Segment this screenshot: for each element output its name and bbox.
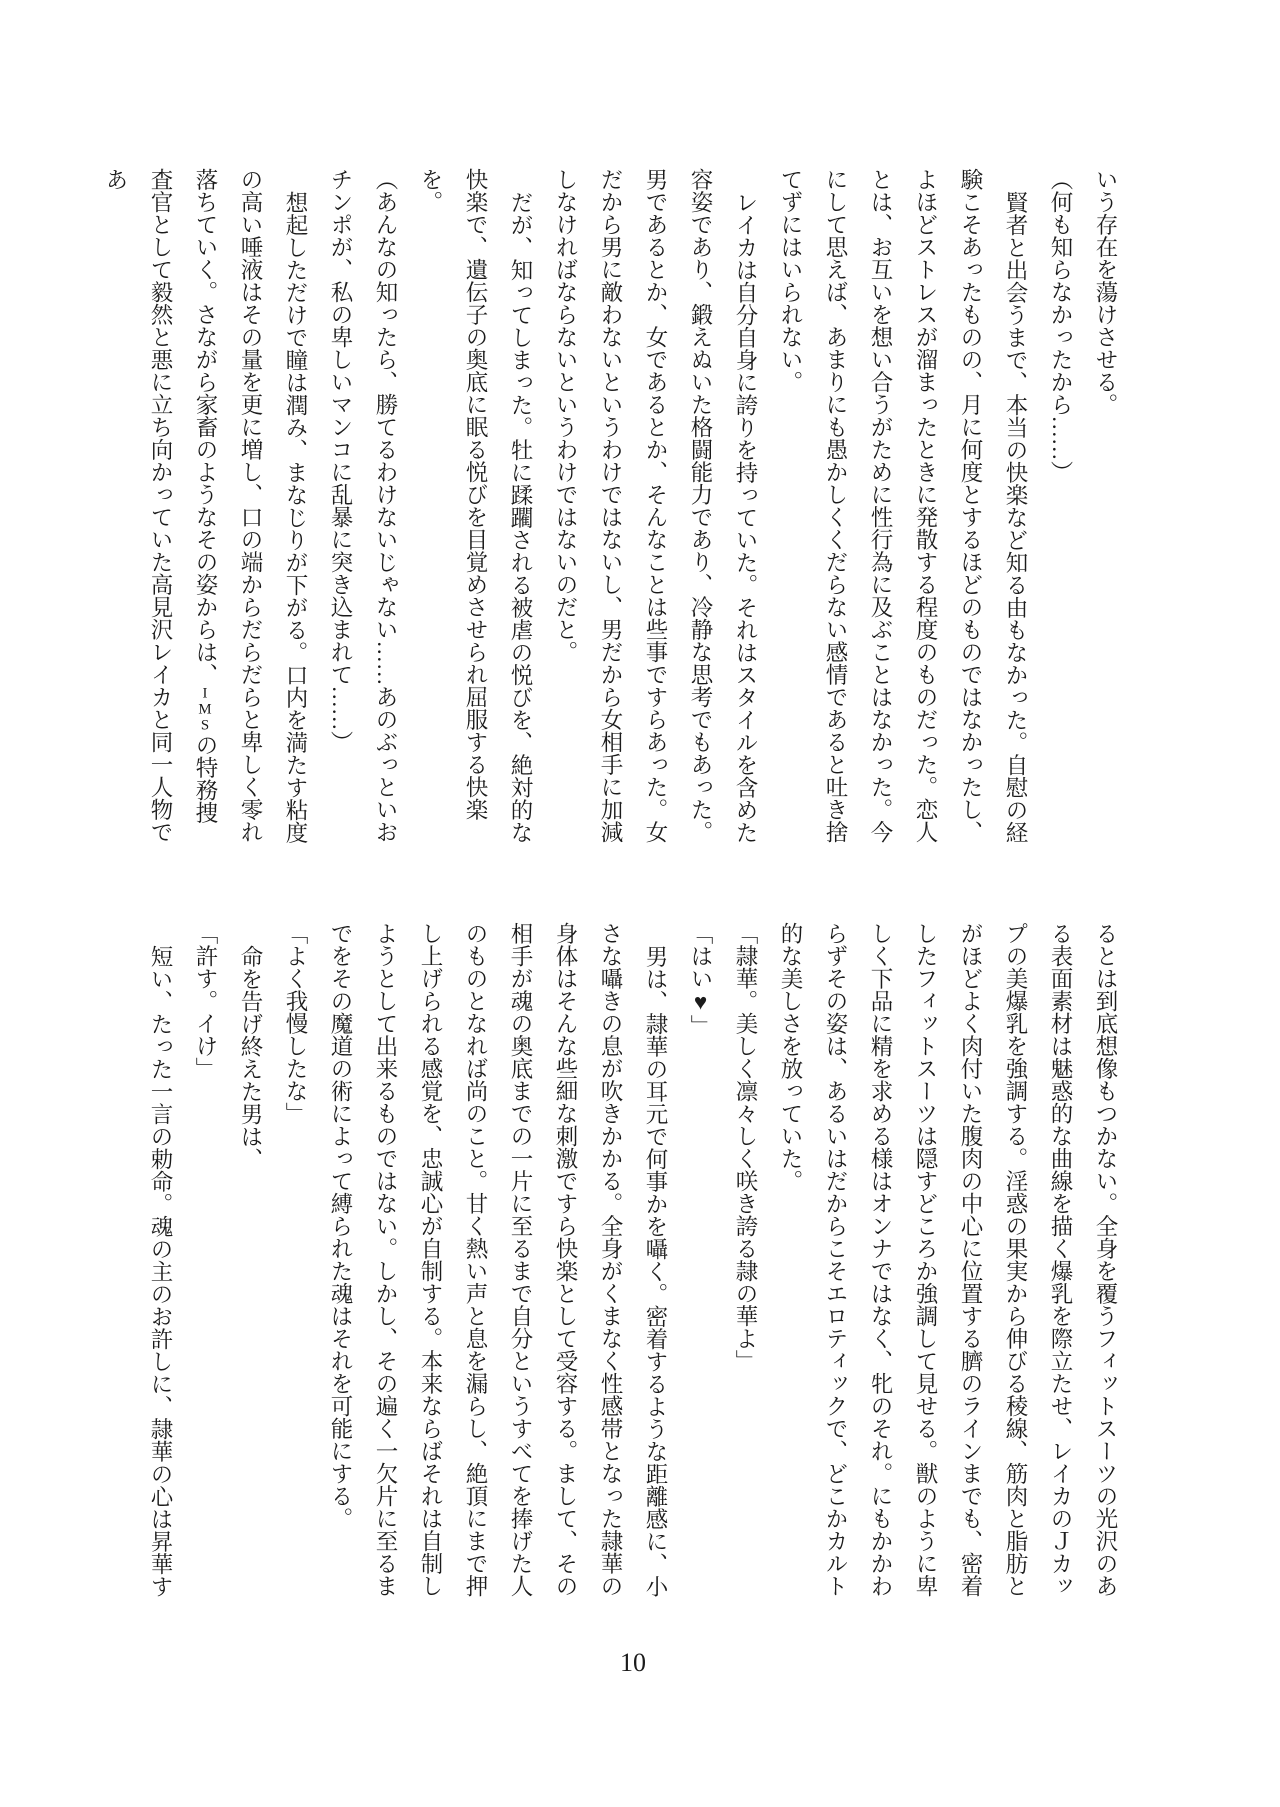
paragraph (93, 168, 318, 845)
page-number: 10 (620, 1648, 646, 1677)
text-run: 「許す。イけ」 (193, 922, 218, 1080)
text-run: 想起しただけで瞳は潤み、まなじりが下がる。口内を満たす粘度の高い唾液はその量を更に増し、口の端からだらだらと卑しく零れ落ちていく。さながら家畜のようなその姿からは、 (193, 168, 308, 843)
paragraph (183, 922, 228, 1599)
text-run: いう存在を蕩けさせる。 (1093, 168, 1118, 416)
paragraph (1083, 168, 1128, 845)
text-run: 短い、たった一言の勅命。魂の主のお許しに、隷華の心は昇華す (148, 944, 173, 1597)
paragraph (138, 922, 183, 1599)
paragraph (678, 922, 723, 1599)
paragraph (543, 168, 768, 845)
paragraph (768, 922, 1128, 1599)
text-run: 男は、隷華の耳元で何事かを囁く。密着するような距離感に、小さな囁きの息が吹きかかる。全身がくまなく性感帯となった隷華の身体はそんな些細な刺激ですら快楽として受容する。まして、その相手が魂の奥底までの一片に至るまで自分というすべてを捧げた人のものとなれば尚のこと。甘く熱い声と息を漏らし、絶頂にまで押し上げられる感覚を、忠誠心が自制する。本来ならばそれは自制しようとして出来るものではない。しかし、その遍く一欠片に至るまでをその魔道の術によって縛られた魂はそれを可能にする。 (328, 922, 668, 1597)
text-run: （何も知らなかったから……） (1048, 168, 1073, 483)
text-block-bottom (138, 922, 1128, 1599)
paragraph (1038, 168, 1083, 845)
text-run: だが、知ってしまった。牡に蹂躙される被虐の悦びを、絶対的な快楽で、遺伝子の奥底に眠る悦びを目覚めさせられ屈服する快楽を。 (418, 168, 533, 843)
text-run: 賢者と出会うまで、本当の快楽など知る由もなかった。自慰の経験こそあったものの、月に何度とするほどのものではなかったし、よほどストレスが溜まったときに発散する程度のものだった。恋人とは、お互いを想い合うがために性行為に及ぶことはなかった。今にして思えば、あまりにも愚かしくくだらない感情であると吐き捨てずにはいられない。 (778, 168, 1028, 843)
text-block-top (103, 168, 1128, 845)
paragraph (318, 168, 408, 845)
latin-acronym: IMS (197, 685, 213, 734)
text-run: 「隷華。美しく凛々しく咲き誇る隷の華よ」 (733, 922, 758, 1372)
text-run: の特務捜査官として毅然と悪に立ち向かっていた高見沢レイカと同一人物であ (103, 168, 218, 843)
paragraph (228, 922, 273, 1599)
text-run: （あんなの知ったら、勝てるわけないじゃない……あのぶっといおチンポが、私の卑しいマンコに乱暴に突き込まれて……） (328, 168, 398, 843)
paragraph (318, 922, 678, 1599)
paragraph (723, 922, 768, 1599)
text-run: 命を告げ終えた男は、 (238, 944, 263, 1170)
text-run: 「はい♥」 (688, 922, 713, 1037)
text-run: レイカは自分自身に誇りを持っていた。それはスタイルを含めた容姿であり、鍛えぬいた格闘能力であり、冷静な思考でもあった。男であるとか、女であるとか、そんなことは些事ですらあった。女だから男に敵わないというわけではないし、男だから女相手に加減しなければならないというわけではないのだと。 (553, 168, 758, 843)
paragraph (273, 922, 318, 1599)
text-run: るとは到底想像もつかない。全身を覆うフィットスーツの光沢のある表面素材は魅惑的な曲線を描く爆乳を際立たせ、レイカのＪカップの美爆乳を強調する。淫惑の果実から伸びる稜線、筋肉と脂肪とがほどよく肉付いた腹肉の中心に位置する臍のラインまでも、密着したフィットスーツは隠すどころか強調して見せる。獣のように卑しく下品に精を求める様はオンナではなく、牝のそれ。にもかかわらずその姿は、あるいはだからこそエロティックで、どこかカルト的な美しさを放っていた。 (778, 922, 1118, 1597)
text-run: 「よく我慢したな」 (283, 922, 308, 1125)
paragraph (768, 168, 1038, 845)
paragraph (408, 168, 543, 845)
